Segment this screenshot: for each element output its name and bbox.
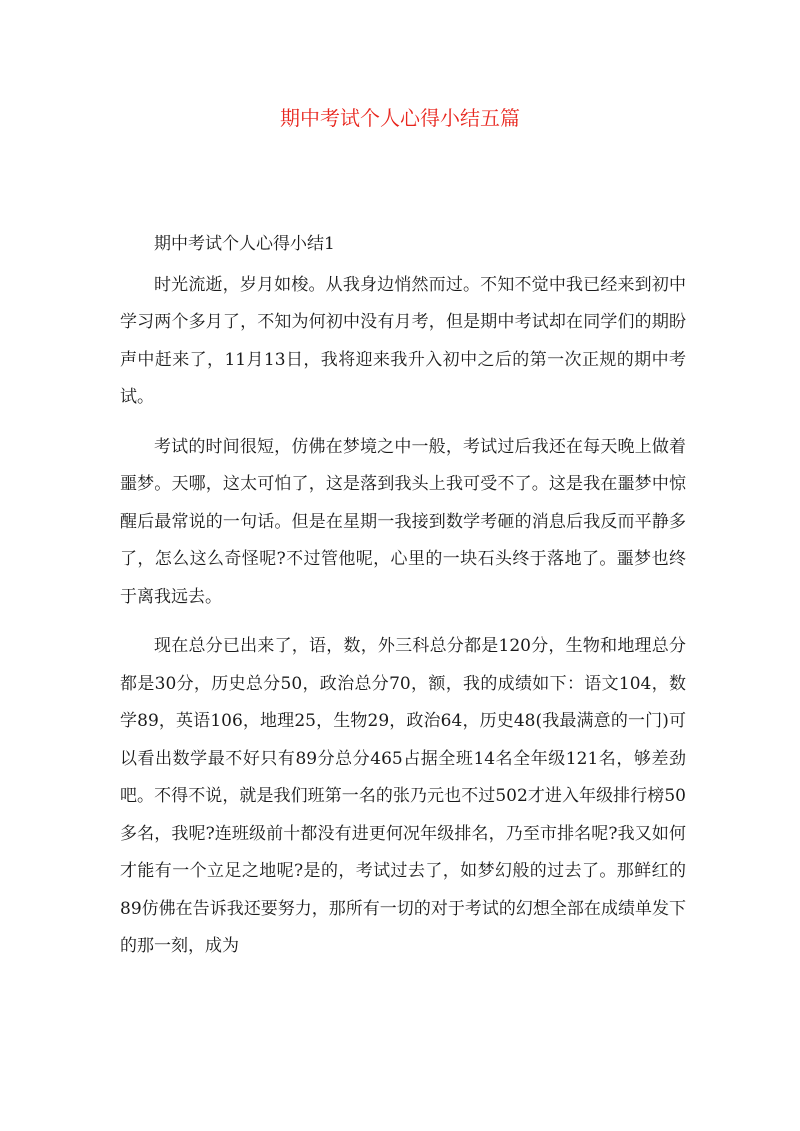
- section-heading: 期中考试个人心得小结1: [154, 234, 335, 254]
- paragraph-2: 考试的时间很短，仿佛在梦境之中一般，考试过后我还在每天晚上做着噩梦。天哪，这太可怕了，这是落到我头上我可受不了。这是我在噩梦中惊醒后最常说的一句话。但是在星期一我接到数学考砸的消息后我反而平静多了，怎么这么奇怪呢?不过管他呢，心里的一块石头终于落地了。噩梦也终于离我远去。: [120, 436, 686, 607]
- paragraph-1: 时光流逝，岁月如梭。从我身边悄然而过。不知不觉中我已经来到初中学习两个多月了，不知为何初中没有月考，但是期中考试却在同学们的期盼声中赶来了，11月13日，我将迎来我升入初中之后的第一次正规的期中考试。: [120, 274, 686, 407]
- document-body: [120, 226, 686, 978]
- paragraph-3: 现在总分已出来了，语，数，外三科总分都是120分，生物和地理总分都是30分，历史总分50，政治总分70，额，我的成绩如下：语文104，数学89，英语106，地理25，生物29，政治64，历史48(我最满意的一门)可以看出数学最不好只有89分总分465占据全班14名全年级121名，够差劲吧。不得不说，就是我们班第一名的张乃元也不过502才进入年级排行榜50多名，我呢?连班级前十都没有进更何况年级排名，乃至市排名呢?我又如何才能有一个立足之地呢?是的，考试过去了，如梦幻般的过去了。那鲜红的89仿佛在告诉我还要努力，那所有一切的对于考试的幻想全部在成绩单发下的那一刻，成为: [120, 636, 686, 956]
- document-title: 期中考试个人心得小结五篇: [280, 106, 520, 130]
